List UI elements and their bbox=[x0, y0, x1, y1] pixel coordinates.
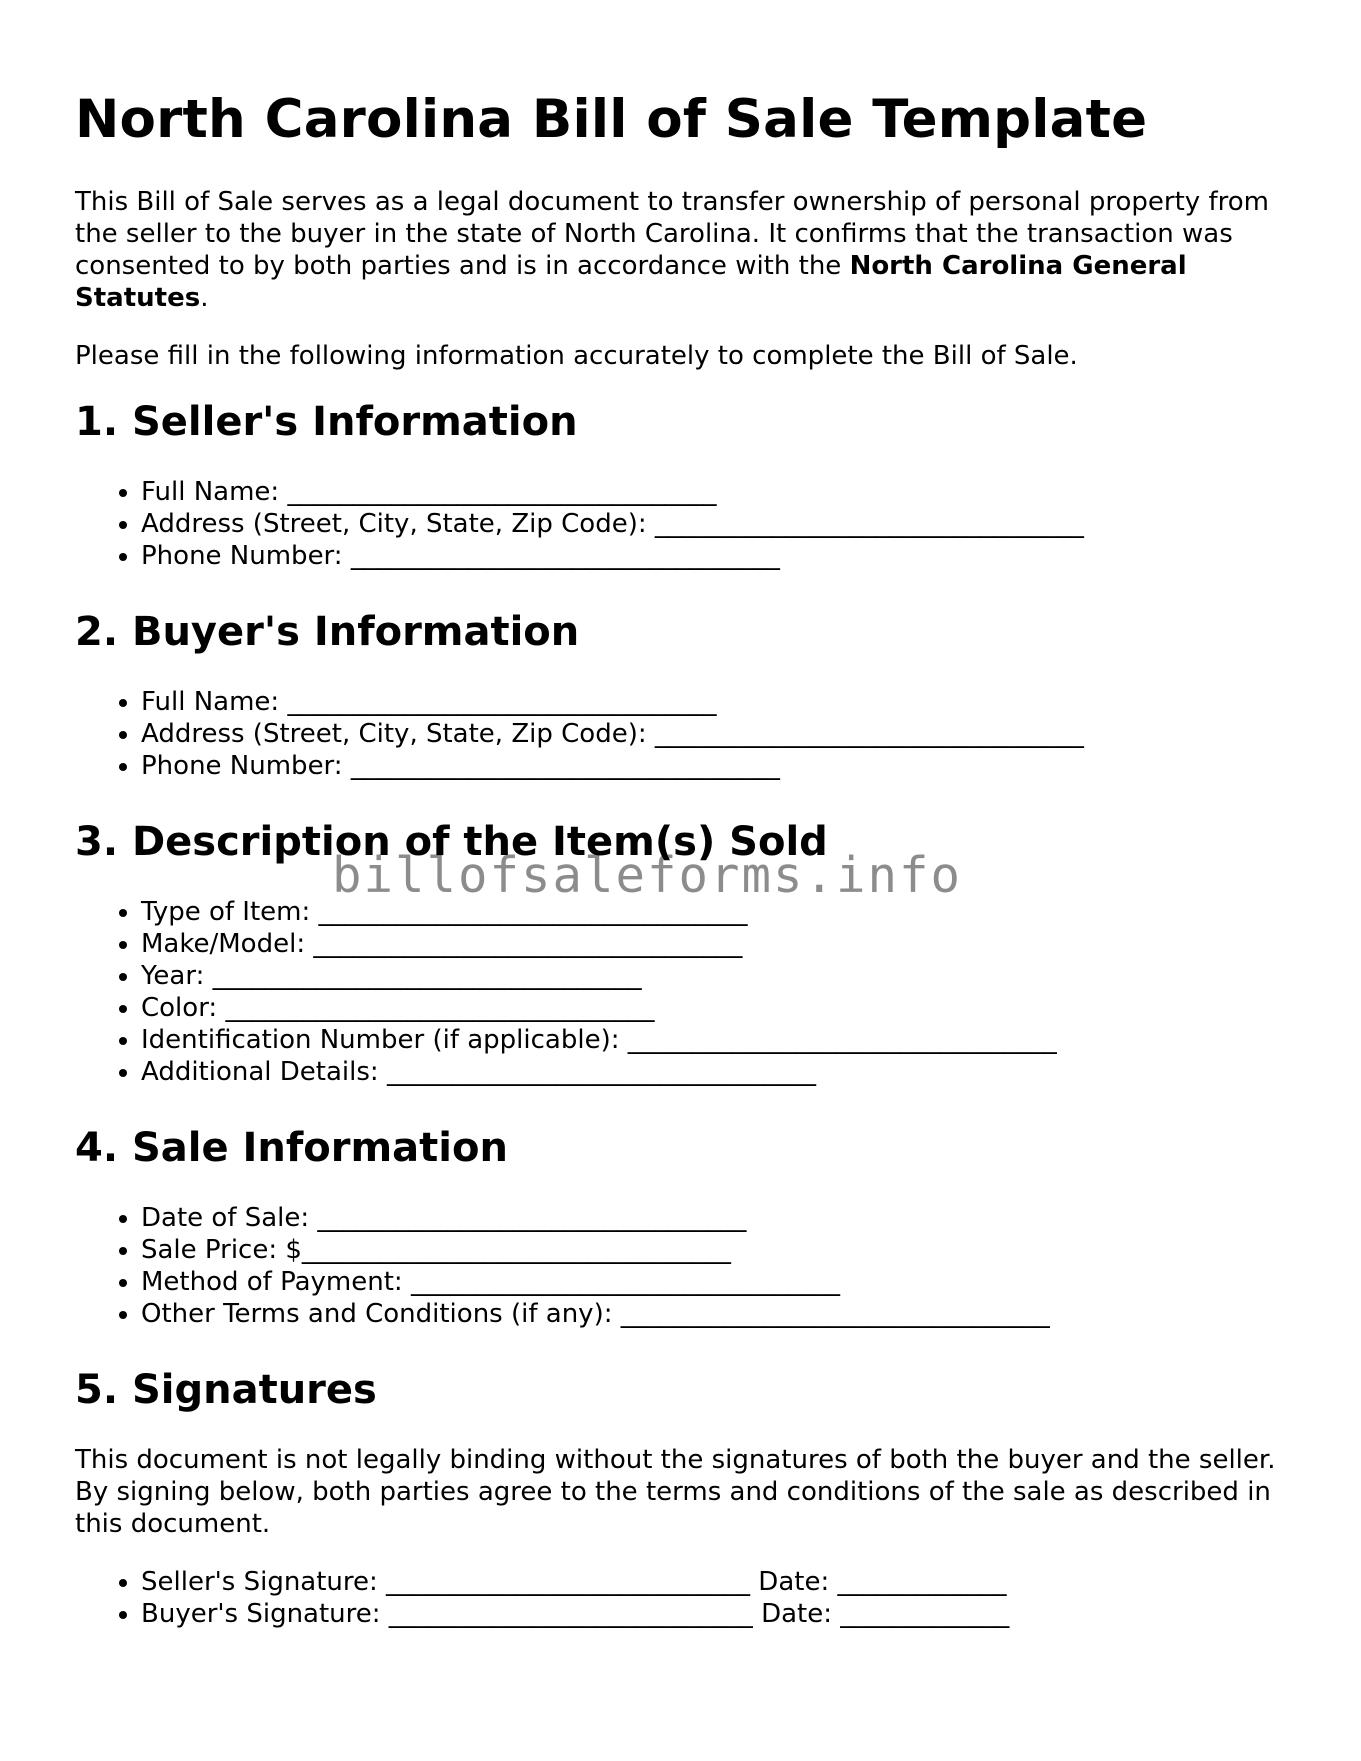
seller-signature-field[interactable]: • Seller's Signature: ____________________________ Date: _____________ bbox=[141, 1566, 1290, 1598]
sale-fields bbox=[75, 1202, 1290, 1330]
page-title: North Carolina Bill of Sale Template bbox=[75, 89, 1148, 150]
buyer-address-field[interactable]: • Address (Street, City, State, Zip Code): _________________________________ bbox=[141, 718, 1290, 750]
sale-date-field[interactable]: • Date of Sale: _________________________________ bbox=[141, 1202, 1290, 1234]
item-details-field[interactable]: • Additional Details: _________________________________ bbox=[141, 1056, 1290, 1088]
intro-statute: North Carolina General Statutes bbox=[75, 251, 1187, 313]
seller-heading: 1. Seller's Information bbox=[75, 399, 578, 445]
document-page bbox=[75, 88, 1290, 1666]
item-type-field[interactable]: • Type of Item: _________________________________ bbox=[141, 896, 1290, 928]
buyer-phone-field[interactable]: • Phone Number: _________________________________ bbox=[141, 750, 1290, 782]
buyer-heading: 2. Buyer's Information bbox=[75, 609, 580, 655]
item-color-field[interactable]: • Color: _________________________________ bbox=[141, 992, 1290, 1024]
signatures-heading: 5. Signatures bbox=[75, 1367, 377, 1413]
seller-fields bbox=[75, 476, 1290, 572]
intro-text: This Bill of Sale serves as a legal document to transfer ownership of personal property from the seller to the buyer in the state of North Carolina. It confirms that the transaction was consented to by both parties and is in accordance with the bbox=[75, 187, 1269, 281]
buyer-fields bbox=[75, 686, 1290, 782]
sale-heading: 4. Sale Information bbox=[75, 1125, 508, 1171]
intro-paragraph bbox=[75, 186, 1290, 314]
item-make-model-field[interactable]: • Make/Model: _________________________________ bbox=[141, 928, 1290, 960]
buyer-full-name-field[interactable]: • Full Name: _________________________________ bbox=[141, 686, 1290, 718]
seller-full-name-field[interactable]: • Full Name: _________________________________ bbox=[141, 476, 1290, 508]
seller-address-field[interactable]: • Address (Street, City, State, Zip Code): _________________________________ bbox=[141, 508, 1290, 540]
signatures-paragraph: This document is not legally binding without the signatures of both the buyer and the seller. By signing below, both parties agree to the terms and conditions of the sale as described in this document. bbox=[75, 1445, 1276, 1539]
instructions: Please fill in the following information accurately to complete the Bill of Sale. bbox=[75, 341, 1078, 371]
buyer-signature-field[interactable]: • Buyer's Signature: ____________________________ Date: _____________ bbox=[141, 1598, 1290, 1630]
other-terms-field[interactable]: • Other Terms and Conditions (if any): _________________________________ bbox=[141, 1298, 1290, 1330]
item-heading: 3. Description of the Item(s) Sold bbox=[75, 819, 828, 865]
payment-method-field[interactable]: • Method of Payment: _________________________________ bbox=[141, 1266, 1290, 1298]
seller-phone-field[interactable]: • Phone Number: _________________________________ bbox=[141, 540, 1290, 572]
watermark: billofsaleforms.info bbox=[332, 847, 963, 904]
intro-text-end: . bbox=[200, 283, 209, 313]
item-identification-field[interactable]: • Identification Number (if applicable): _________________________________ bbox=[141, 1024, 1290, 1056]
item-year-field[interactable]: • Year: _________________________________ bbox=[141, 960, 1290, 992]
sale-price-field[interactable]: • Sale Price: $_________________________________ bbox=[141, 1234, 1290, 1266]
signature-fields bbox=[75, 1566, 1290, 1630]
item-fields bbox=[75, 896, 1290, 1088]
